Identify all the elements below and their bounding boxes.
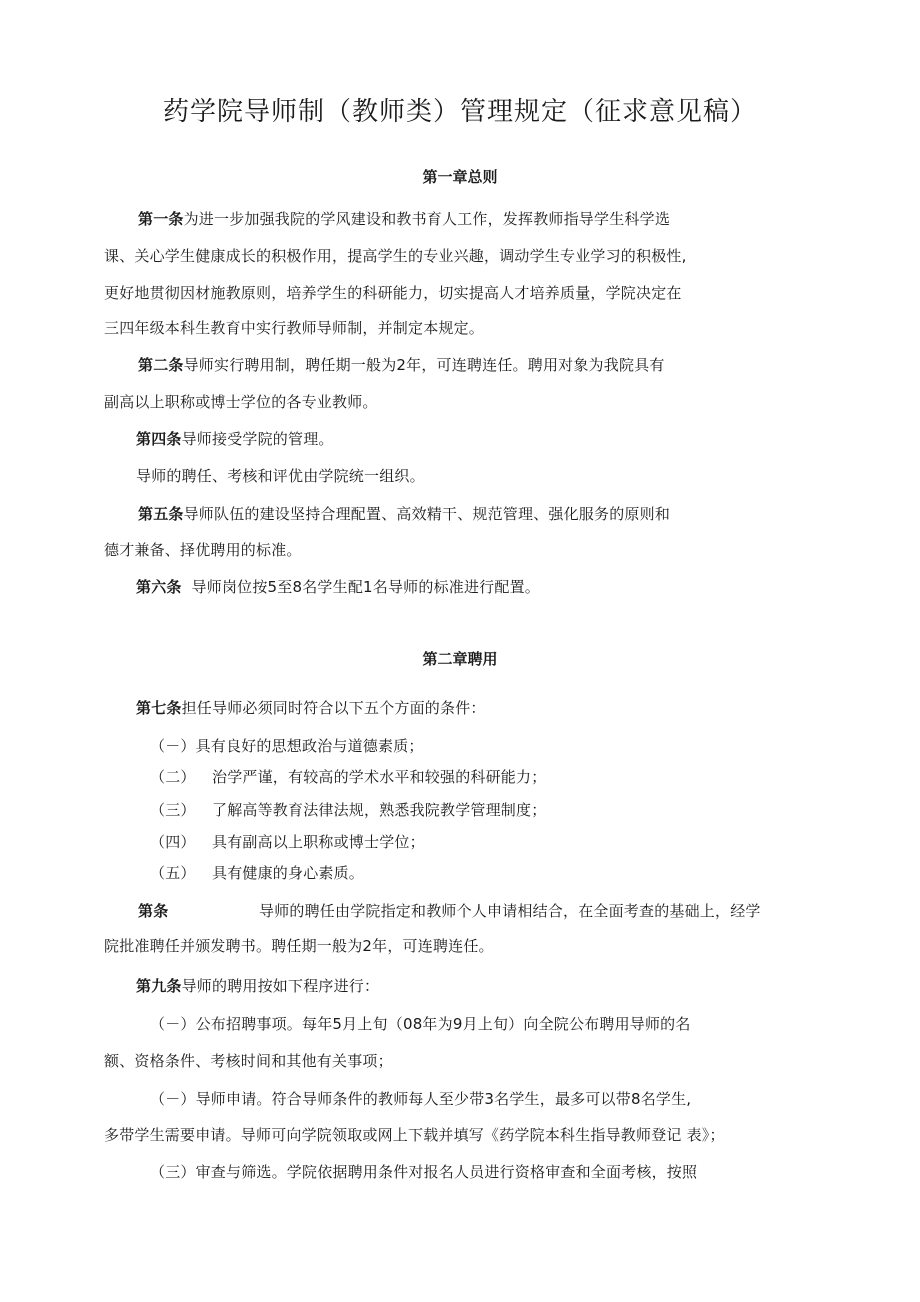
item-text: 了解高等教育法律法规，熟悉我院教学管理制度；	[212, 801, 547, 819]
article-5-line-1	[138, 503, 670, 525]
article-1-line-3: 更好地贯彻因材施教原则，培养学生的科研能力，切实提高人才培养质量，学院决定在	[104, 284, 682, 302]
article-6-text: 导师岗位按5至8名学生配1名导师的标准进行配置。	[191, 578, 540, 596]
item-number: （五）	[150, 864, 196, 882]
article-7-line-1	[136, 697, 486, 719]
article-2-line-1	[138, 354, 665, 376]
article-9-step-2-line-1: （－）导师申请。符合导师条件的教师每人至少带3名学生，最多可以带8名学生,	[150, 1090, 692, 1108]
article-4-line-1	[136, 428, 334, 450]
article-7-text: 担任导师必须同时符合以下五个方面的条件：	[181, 699, 486, 717]
article-9-step-3-line-1: （三）审查与筛选。学院依据聘用条件对报名人员进行资格审查和全面考核，按照	[150, 1163, 698, 1181]
article-1-line-4: 三四年级本科生教育中实行教师导师制，并制定本规定。	[104, 319, 485, 337]
article-1-line-1	[138, 208, 670, 230]
article-1-text: 为进一步加强我院的学风建设和教书育人工作，发挥教师指导学生科学选	[183, 210, 671, 228]
article-5-line-2: 德才兼备、择优聘用的标准。	[104, 541, 302, 559]
article-6-line-1	[136, 576, 540, 598]
item-number: （－）	[150, 737, 196, 755]
article-4-line-2: 导师的聘任、考核和评优由学院统一组织。	[136, 467, 425, 485]
item-text: 具有良好的思想政治与道德素质；	[195, 737, 424, 755]
article-1-label: 第一条	[138, 210, 184, 228]
article-7-item-4	[150, 831, 425, 853]
article-7-item-5	[150, 862, 364, 884]
article-4-text: 导师接受学院的管理。	[181, 430, 334, 448]
item-text: 治学严谨，有较高的学术水平和较强的科研能力；	[212, 768, 547, 786]
article-9-line-1	[136, 975, 379, 997]
article-8-line-2: 院批准聘任并颁发聘书。聘任期一般为2年，可连聘连任。	[104, 937, 494, 955]
article-9-step-1-line-1: （－）公布招聘事项。每年5月上旬（08年为9月上旬）向全院公布聘用导师的名	[150, 1015, 691, 1033]
article-4-label: 第四条	[136, 430, 182, 448]
article-7-label: 第七条	[136, 699, 182, 717]
article-7-item-1	[150, 735, 424, 757]
article-2-label: 第二条	[138, 356, 184, 374]
item-number: （三）	[150, 801, 196, 819]
article-5-label: 第五条	[138, 505, 184, 523]
article-8-label-text: 第条	[138, 902, 169, 920]
article-5-text: 导师队伍的建设坚持合理配置、高效精干、规范管理、强化服务的原则和	[183, 505, 671, 523]
item-number: （二）	[150, 768, 196, 786]
item-text: 具有副高以上职称或博士学位；	[212, 833, 425, 851]
article-9-step-1-line-2: 额、资格条件、考核时间和其他有关事项；	[104, 1052, 393, 1070]
article-7-item-2	[150, 766, 546, 788]
article-2-text: 导师实行聘用制，聘任期一般为2年，可连聘连任。聘用对象为我院具有	[183, 356, 665, 374]
article-8-label	[138, 900, 168, 922]
article-9-step-2-line-2: 多带学生需要申请。导师可向学院领取或网上下载并填写《药学院本科生指导教师登记 表》；	[104, 1126, 725, 1144]
article-9-label: 第九条	[136, 977, 182, 995]
article-8-line-1: 导师的聘任由学院指定和教师个人申请相结合，在全面考查的基础上，经学	[259, 902, 761, 920]
article-6-label: 第六条	[136, 578, 182, 596]
document-title: 药学院导师制（教师类）管理规定（征求意见稿）	[162, 97, 757, 127]
item-number: （四）	[150, 833, 196, 851]
article-1-line-2: 课、关心学生健康成长的积极作用，提高学生的专业兴趣，调动学生专业学习的积极性,	[104, 247, 687, 265]
article-9-text: 导师的聘用按如下程序进行：	[181, 977, 380, 995]
article-7-item-3	[150, 799, 546, 821]
chapter-1-heading: 第一章总则	[422, 168, 498, 186]
article-2-line-2: 副高以上职称或博士学位的各专业教师。	[104, 393, 378, 411]
chapter-2-heading: 第二章聘用	[422, 650, 498, 668]
item-text: 具有健康的身心素质。	[212, 864, 365, 882]
